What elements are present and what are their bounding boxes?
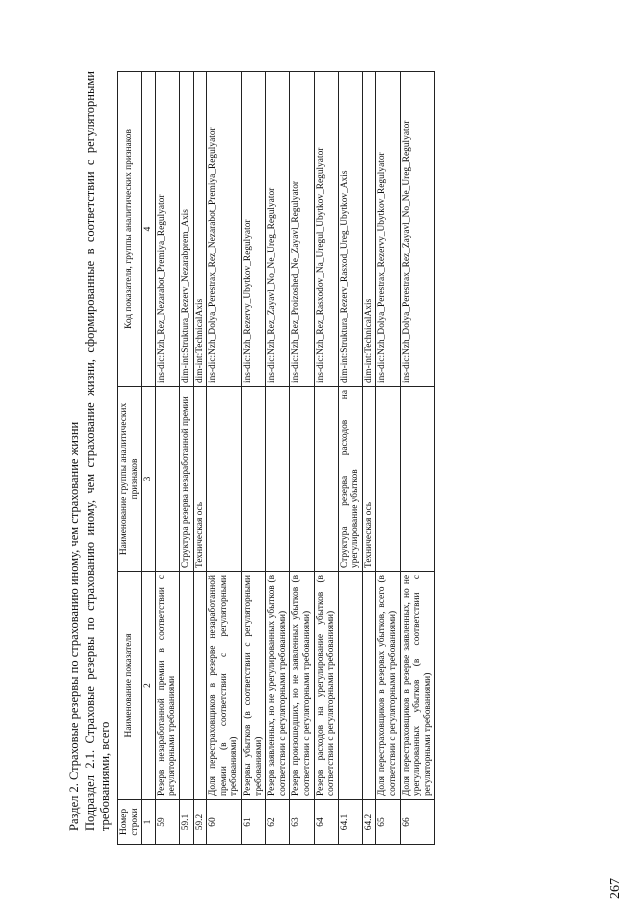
indicator-code: dim-int:Struktura_Rezerv_Rasxod_Ureg_Ubytkov_Axis — [338, 72, 362, 387]
table-row — [362, 72, 376, 845]
table-row — [266, 72, 290, 845]
table-row — [193, 72, 207, 845]
indicator-name: Резерв заявленных, но не урегулированных убытков (в соответствии с регуляторными требованиями) — [266, 572, 290, 800]
group-name — [314, 387, 338, 572]
indicator-name: Доля перестраховщиков в резервах убытков, всего (в соответствии с регуляторными требованиями) — [376, 572, 400, 800]
group-name: Техническая ось — [362, 387, 376, 572]
group-name — [207, 387, 242, 572]
indicator-name: Резерв расходов на урегулирование убытков (в соответствии с регуляторными требованиями) — [314, 572, 338, 800]
indicator-code: dim-int:Struktura_Rezerv_Nezarabprem_Axis — [179, 72, 193, 387]
row-number: 64 — [314, 800, 338, 845]
indicator-code: dim-int:TechnicalAxis — [362, 72, 376, 387]
table-row — [338, 72, 362, 845]
group-name: Техническая ось — [193, 387, 207, 572]
indicator-name — [338, 572, 362, 800]
indicator-code: dim-int:TechnicalAxis — [193, 72, 207, 387]
row-number: 59.1 — [179, 800, 193, 845]
header-num-3: 3 — [142, 387, 156, 572]
table-row — [155, 72, 179, 845]
indicator-name: Резерв незаработанной премии в соответствии с регуляторными требованиями — [155, 572, 179, 800]
header-row-number: Номер строки — [118, 800, 142, 845]
table-row — [290, 72, 314, 845]
table-row — [179, 72, 193, 845]
table-row — [241, 72, 265, 845]
row-number: 60 — [207, 800, 242, 845]
page-number: 267 — [608, 878, 623, 899]
group-name — [400, 387, 435, 572]
table-row — [314, 72, 338, 845]
indicator-name: Резерв произошедших, но не заявленных убытков (в соответствии с регуляторными требованиями) — [290, 572, 314, 800]
table-row — [207, 72, 242, 845]
indicator-name: Доля перестраховщиков в резерве незаработанной премии (в соответствии с регуляторными требованиями) — [207, 572, 242, 800]
section-title: Раздел 2. Страховые резервы по страхованию иному, чем страхование жизни — [67, 421, 81, 831]
row-number: 64.2 — [362, 800, 376, 845]
header-indicator-name: Наименование показателя — [118, 572, 142, 800]
row-number: 59.2 — [193, 800, 207, 845]
table-header-numbers — [142, 72, 156, 845]
row-number: 65 — [376, 800, 400, 845]
indicator-code: ins-dic:Nzh_Rezervy_Ubytkov_Regulyator — [241, 72, 265, 387]
indicator-name — [179, 572, 193, 800]
indicator-code: ins-dic:Nzh_Rez_Nezarabot_Premiya_Regulyator — [155, 72, 179, 387]
group-name: Структура резерва расходов на урегулирование убытков — [338, 387, 362, 572]
group-name — [155, 387, 179, 572]
indicator-name — [362, 572, 376, 800]
table-header-row — [118, 72, 142, 845]
row-number: 59 — [155, 800, 179, 845]
row-number: 63 — [290, 800, 314, 845]
indicator-code: ins-dic:Nzh_Dolya_Perestrax_Rezervy_Ubytkov_Regulyator — [376, 72, 400, 387]
indicator-code: ins-dic:Nzh_Dolya_Perestrax_Rez_Nezarabot_Premiya_Regulyator — [207, 72, 242, 387]
group-name — [376, 387, 400, 572]
header-num-4: 4 — [142, 72, 156, 387]
indicator-code: ins-dic:Nzh_Rez_Zayavl_No_Ne_Ureg_Regulyator — [266, 72, 290, 387]
indicator-code: ins-dic:Nzh_Rez_Proizoshed_Ne_Zayavl_Regulyator — [290, 72, 314, 387]
group-name — [241, 387, 265, 572]
row-number: 61 — [241, 800, 265, 845]
row-number: 66 — [400, 800, 435, 845]
indicator-name — [193, 572, 207, 800]
indicator-table — [117, 71, 435, 845]
group-name — [290, 387, 314, 572]
group-name: Структура резерва незаработанной премии — [179, 387, 193, 572]
header-num-2: 2 — [142, 572, 156, 800]
indicator-code: ins-dic:Nzh_Rez_Rasxodov_Na_Uregul_Ubytkov_Regulyator — [314, 72, 338, 387]
header-num-1: 1 — [142, 800, 156, 845]
table-row — [400, 72, 435, 845]
header-group-name: Наименование группы аналитических признаков — [118, 387, 142, 572]
group-name — [266, 387, 290, 572]
subsection-title: Подраздел 2.1. Страховые резервы по страхованию иному, чем страхование жизни, сформированные в соответствии с регуляторными требованиями, всего — [83, 71, 112, 831]
table-row — [376, 72, 400, 845]
indicator-name: Резервы убытков (в соответствии с регуляторными требованиями) — [241, 572, 265, 800]
indicator-name: Доля перестраховщиков в резерве заявленных, но не урегулированных убытков (в соответствии с регуляторными требованиями) — [400, 572, 435, 800]
row-number: 62 — [266, 800, 290, 845]
indicator-code: ins-dic:Nzh_Dolya_Perestrax_Rez_Zayavl_No_Ne_Ureg_Regulyator — [400, 72, 435, 387]
header-code: Код показателя, группы аналитических признаков — [118, 72, 142, 387]
row-number: 64.1 — [338, 800, 362, 845]
